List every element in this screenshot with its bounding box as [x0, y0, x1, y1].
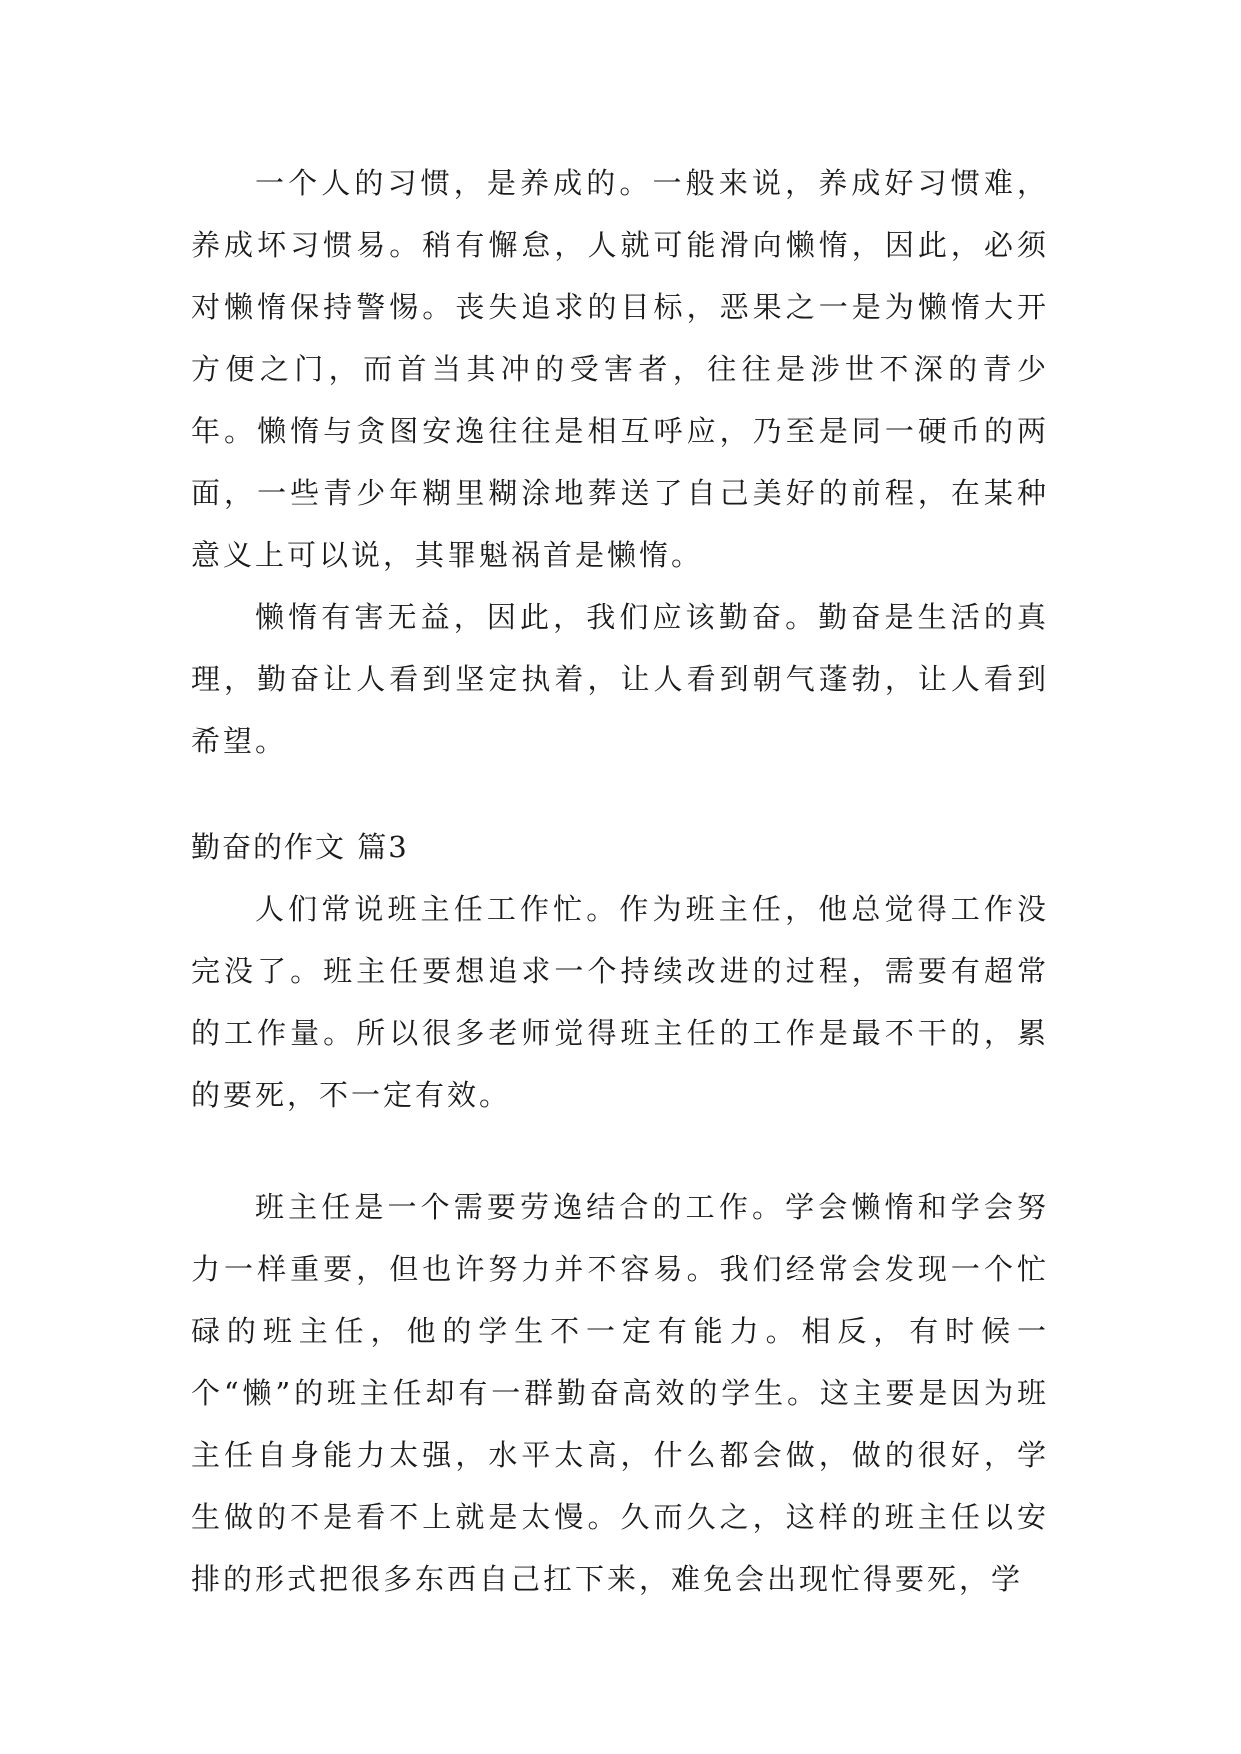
- paragraph-diligence: 懒惰有害无益，因此，我们应该勤奋。勤奋是生活的真理，勤奋让人看到坚定执着，让人看到朝气蓬勃，让人看到希望。: [191, 600, 1049, 758]
- paragraph-habits: 一个人的习惯，是养成的。一般来说，养成好习惯难，养成坏习惯易。稍有懈怠，人就可能滑向懒惰，因此，必须对懒惰保持警惕。丧失追求的目标，恶果之一是为懒惰大开方便之门，而首当其冲的受害者，往往是涉世不深的青少年。懒惰与贪图安逸往往是相互呼应，乃至是同一硬币的两面，一些青少年糊里糊涂地葬送了自己美好的前程，在某种意义上可以说，其罪魁祸首是懒惰。: [191, 166, 1049, 572]
- section-heading: 勤奋的作文 篇3: [191, 830, 409, 864]
- document-page: [191, 152, 1049, 1610]
- paragraph-teacher-balance: 班主任是一个需要劳逸结合的工作。学会懒惰和学会努力一样重要，但也许努力并不容易。我们经常会发现一个忙碌的班主任，他的学生不一定有能力。相反，有时候一个“懒”的班主任却有一群勤奋高效的学生。这主要是因为班主任自身能力太强，水平太高，什么都会做，做的很好，学生做的不是看不上就是太慢。久而久之，这样的班主任以安排的形式把很多东西自己扛下来，难免会出现忙得要死，学: [191, 1190, 1049, 1596]
- paragraph-teacher-busy: 人们常说班主任工作忙。作为班主任，他总觉得工作没完没了。班主任要想追求一个持续改进的过程，需要有超常的工作量。所以很多老师觉得班主任的工作是最不干的，累的要死，不一定有效。: [191, 892, 1049, 1112]
